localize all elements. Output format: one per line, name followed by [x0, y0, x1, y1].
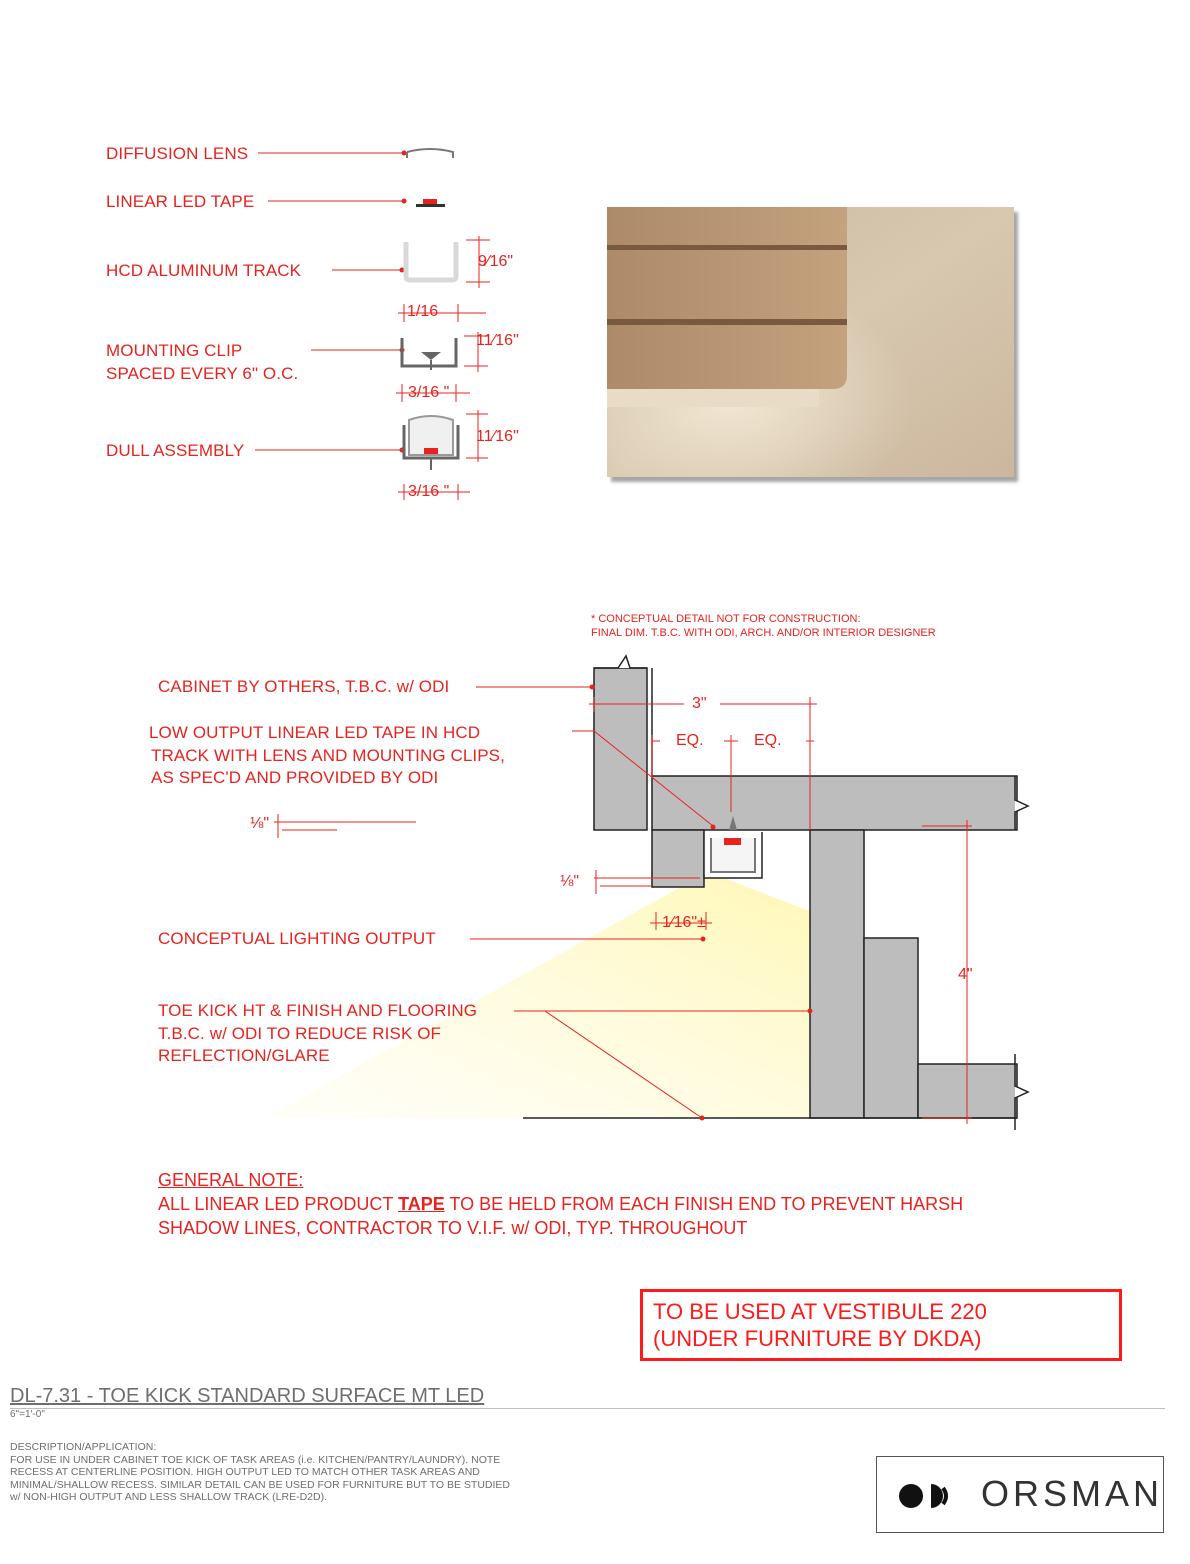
detail-title: DL-7.31 - TOE KICK STANDARD SURFACE MT LED	[10, 1385, 485, 1407]
dull-assembly-label: DULL ASSEMBLY	[106, 441, 245, 460]
logo-wordmark: ORSMAN	[981, 1473, 1164, 1514]
general-note	[158, 1168, 1058, 1240]
description-line2: RECESS AT CENTERLINE POSITION. HIGH OUTPUT LED TO MATCH OTHER TASK AREAS AND	[10, 1466, 480, 1478]
mounting-clip-label-line1: MOUNTING CLIP	[106, 341, 243, 360]
dim-setback: 1⁄16"±	[662, 914, 706, 931]
general-note-line1-start: ALL LINEAR LED PRODUCT	[158, 1194, 399, 1214]
hcd-track-label: HCD ALUMINUM TRACK	[106, 261, 302, 280]
cabinet-label: CABINET BY OTHERS, T.B.C. w/ ODI	[158, 677, 450, 696]
toe-kick-board	[810, 830, 864, 1118]
description-line3: MINIMAL/SHALLOW RECESS. SIMILAR DETAIL CAN BE USED FOR FURNITURE BUT TO BE STUDIED	[10, 1478, 511, 1491]
toe-kick-label-line2: T.B.C. w/ ODI TO REDUCE RISK OF	[158, 1024, 442, 1043]
track-height-dim: 9⁄16"	[478, 253, 514, 270]
light-cone	[265, 872, 820, 1118]
led-label-line3: AS SPEC'D AND PROVIDED BY ODI	[151, 768, 439, 787]
dim-3-inch: 3"	[692, 695, 707, 712]
general-note-line1	[158, 1192, 1058, 1216]
dim-eq-right: EQ.	[754, 732, 782, 749]
toe-kick-label-line1: TOE KICK HT & FINISH AND FLOORING	[158, 1001, 478, 1020]
led-label-line2: TRACK WITH LENS AND MOUNTING CLIPS,	[151, 746, 505, 765]
general-note-highlight: TAPE	[398, 1194, 445, 1214]
conceptual-note-line2: FINAL DIM. T.B.C. WITH ODI, ARCH. AND/OR INTERIOR DESIGNER	[591, 627, 936, 639]
callout-line1: TO BE USED AT VESTIBULE 220	[653, 1299, 987, 1324]
general-note-line1-end: TO BE HELD FROM EACH FINISH END TO PREVENT HARSH	[444, 1194, 964, 1214]
track-width-dim: 1/16	[407, 303, 439, 320]
orsman-logo	[876, 1456, 1164, 1533]
dim-eighth-bottom: ⅛"	[560, 873, 580, 890]
toe-kick-label-line3: REFLECTION/GLARE	[158, 1046, 330, 1065]
assembly-height-dim: 11⁄16"	[476, 428, 519, 445]
cabinet-side-panel	[594, 668, 647, 830]
cabinet-bottom	[652, 776, 1017, 830]
vestibule-callout	[640, 1289, 1122, 1361]
detail-title-bar	[10, 1385, 1165, 1409]
dim-eighth-top: ⅛"	[250, 815, 270, 832]
logo-mark-icon	[897, 1479, 977, 1513]
description-line4: w/ NON-HIGH OUTPUT AND LESS SHALLOW TRACK (LRE-D2D).	[10, 1491, 327, 1503]
linear-led-tape-label: LINEAR LED TAPE	[106, 192, 255, 211]
mounting-clip-label-line2: SPACED EVERY 6" O.C.	[106, 364, 299, 383]
detail-scale: 6"=1'-0"	[10, 1409, 45, 1420]
callout-line2: (UNDER FURNITURE BY DKDA)	[653, 1326, 982, 1351]
toe-kick-finish	[864, 938, 918, 1118]
clip-height-dim: 11⁄16"	[476, 332, 519, 349]
dim-eq-left: EQ.	[676, 732, 704, 749]
led-label-line1: LOW OUTPUT LINEAR LED TAPE IN HCD	[149, 723, 481, 742]
description-heading: DESCRIPTION/APPLICATION:	[10, 1441, 157, 1453]
conceptual-note-line1: * CONCEPTUAL DETAIL NOT FOR CONSTRUCTION:	[591, 613, 861, 625]
general-note-line2: SHADOW LINES, CONTRACTOR TO V.I.F. w/ ODI, TYP. THROUGHOUT	[158, 1218, 748, 1238]
assembly-width-dim: 3/16 "	[408, 483, 450, 500]
description-line1: FOR USE IN UNDER CABINET TOE KICK OF TASK AREAS (i.e. KITCHEN/PANTRY/LAUNDRY). NOTE	[10, 1453, 501, 1466]
dim-4-inch: 4"	[958, 966, 973, 983]
lighting-output-label: CONCEPTUAL LIGHTING OUTPUT	[158, 929, 436, 948]
clip-width-dim: 3/16 "	[408, 384, 450, 401]
diffusion-lens-label: DIFFUSION LENS	[106, 144, 249, 163]
general-note-title: GENERAL NOTE:	[158, 1170, 304, 1190]
description-block	[10, 1441, 610, 1504]
